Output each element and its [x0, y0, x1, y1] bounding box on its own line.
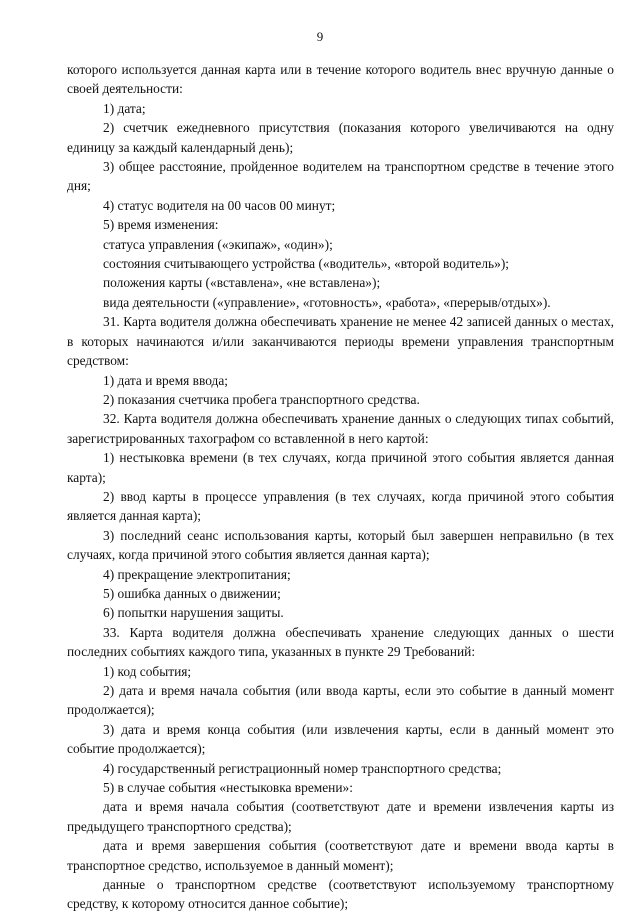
list-item: 4) прекращение электропитания;: [103, 566, 291, 582]
list-item: 5) время изменения:: [103, 217, 219, 233]
list-item: 1) дата;: [103, 100, 146, 116]
sub-item: дата и время завершения события (соответствуют дате и времени ввода карты в транспортное средство, используемое в данный момент);: [67, 838, 614, 873]
list-item: 1) нестыковка времени (в тех случаях, когда причиной этого события является данная карта);: [67, 450, 614, 485]
clause-32: 32. Карта водителя должна обеспечивать хранение данных о следующих типах событий, зарегистрированных тахографом со вставленной в него картой:: [67, 411, 614, 446]
list-item: 2) счетчик ежедневного присутствия (показания которого увеличиваются на одну единицу за каждый календарный день);: [67, 120, 614, 155]
list-item: 2) ввод карты в процессе управления (в тех случаях, когда причиной этого события является данная карта);: [67, 488, 614, 524]
list-item: 5) ошибка данных о движении;: [103, 585, 281, 601]
sub-item: вида деятельности («управление», «готовность», «работа», «перерыв/отдых»).: [103, 294, 551, 310]
sub-item: данные о транспортном средстве (соответствуют используемому транспортному средству, к которому относится данное событие);: [67, 877, 614, 912]
paragraph: которого используется данная карта или в течение которого водитель внес вручную данные о своей деятельности:: [67, 62, 614, 97]
sub-item: положения карты («вставлена», «не вставлена»);: [103, 275, 381, 291]
sub-item: статуса управления («экипаж», «один»);: [103, 236, 333, 252]
clause-33: 33. Карта водителя должна обеспечивать хранение следующих данных о шести последних событиях каждого типа, указанных в пункте 29 Требований:: [67, 624, 614, 660]
list-item: 3) последний сеанс использования карты, который был завершен неправильно (в тех случаях, когда причиной этого события является данная карта);: [67, 527, 614, 563]
list-item: 2) показания счетчика пробега транспортного средства.: [103, 391, 420, 407]
sub-item: дата и время начала события (соответствуют дате и времени извлечения карты из предыдущего транспортного средства);: [67, 799, 614, 834]
list-item: 1) дата и время ввода;: [103, 372, 229, 388]
list-item: 4) государственный регистрационный номер транспортного средства;: [103, 760, 502, 776]
list-item: 3) общее расстояние, пройденное водителем на транспортном средстве в течение этого дня;: [67, 159, 614, 194]
list-item: 1) код события;: [103, 663, 192, 679]
list-item: 2) дата и время начала события (или ввода карты, если это событие в данный момент продолжается);: [67, 683, 614, 718]
document-body: [67, 60, 614, 914]
list-item: 3) дата и время конца события (или извлечения карты, если в данный момент это событие продолжается);: [67, 721, 614, 757]
sub-item: состояния считывающего устройства («водитель», «второй водитель»);: [103, 256, 510, 272]
list-item: 6) попытки нарушения защиты.: [103, 605, 284, 621]
page-number: 9: [316, 29, 324, 44]
clause-31: 31. Карта водителя должна обеспечивать хранение не менее 42 записей данных о местах, в которых начинаются и/или заканчиваются периоды времени управления транспортным средством:: [67, 314, 614, 369]
list-item: 4) статус водителя на 00 часов 00 минут;: [103, 197, 336, 213]
list-item: 5) в случае события «нестыковка времени»:: [103, 780, 353, 796]
